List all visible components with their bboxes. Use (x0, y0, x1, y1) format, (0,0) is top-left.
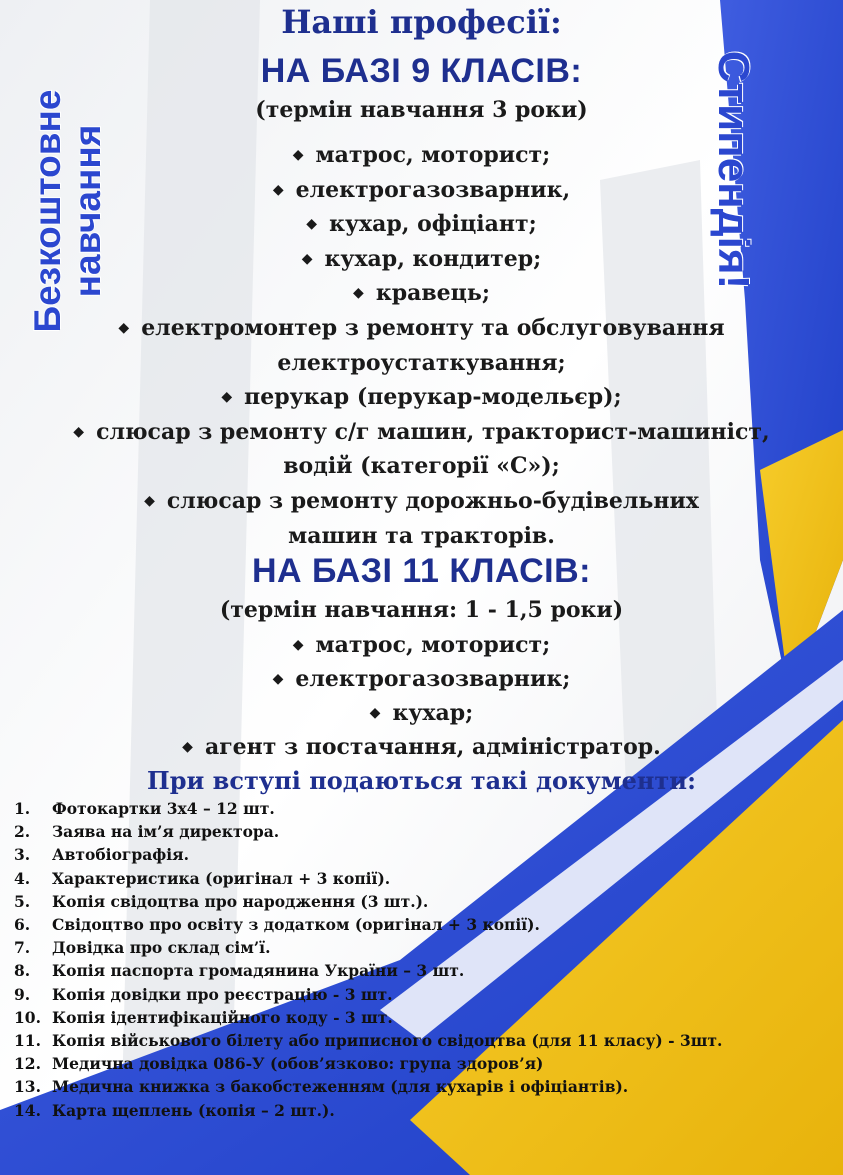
document-text: Копія паспорта громадянина України – 3 шт. (52, 961, 465, 981)
profession-item (0, 173, 843, 208)
document-text: Медична довідка 086-У (обов’язково: група здоров’я) (52, 1054, 544, 1074)
document-number: 13. (14, 1077, 41, 1097)
document-text: Довідка про склад сім’ї. (52, 938, 271, 958)
page-title: Наші професії: (281, 3, 562, 41)
profession-text: електрогазозварник, (295, 176, 571, 203)
document-number: 8. (14, 961, 31, 981)
document-text: Заява на ім’я директора. (52, 822, 280, 842)
section9-heading: НА БАЗІ 9 КЛАСІВ: (260, 52, 583, 90)
document-text: Копія свідоцтва про народження (3 шт.). (52, 891, 429, 911)
bullet-icon: ◆ (353, 285, 364, 302)
document-number: 12. (14, 1054, 41, 1074)
document-text: Характеристика (оригінал + 3 копії). (52, 868, 391, 888)
scholarship-label: Стипендія! (709, 50, 758, 290)
profession-text: слюсар з ремонту дорожньо-будівельних (166, 487, 699, 514)
profession-text: кравець; (375, 280, 490, 307)
section9-term: (термін навчання 3 роки) (255, 97, 588, 123)
document-item (14, 1075, 722, 1098)
documents-title: При вступі подаються такі документи: (147, 766, 696, 795)
document-text: Медична книжка з бакобстеженням (для кухарів і офіціантів). (52, 1077, 629, 1097)
profession-text-continued: машин та тракторів. (288, 522, 555, 549)
document-item (14, 1099, 722, 1122)
profession-text: слюсар з ремонту с/г машин, тракторист-машиніст, (96, 418, 770, 445)
profession-text: електрогазозварник; (295, 666, 571, 692)
profession-item (0, 415, 843, 484)
documents-list (14, 797, 722, 1122)
section11-list (0, 628, 843, 764)
profession-item (0, 380, 843, 415)
document-number: 9. (14, 984, 31, 1004)
document-text: Автобіографія. (52, 845, 189, 865)
document-item (14, 1052, 722, 1075)
bullet-icon: ◆ (182, 739, 193, 755)
bullet-icon: ◆ (73, 423, 85, 440)
profession-item (0, 696, 843, 730)
bullet-icon: ◆ (118, 319, 130, 336)
free-education-line1: Безкоштовне (27, 89, 68, 333)
document-item (14, 1006, 722, 1029)
document-item (14, 936, 722, 959)
profession-item (0, 242, 843, 277)
document-text: Свідоцтво про освіту з додатком (оригінал + 3 копії). (52, 915, 540, 935)
profession-item (0, 662, 843, 696)
free-education-line2: навчання (67, 124, 108, 298)
profession-text-continued: електроустаткування; (277, 349, 566, 376)
bullet-icon: ◆ (272, 181, 284, 198)
document-number: 5. (14, 891, 31, 911)
document-number: 11. (14, 1031, 41, 1051)
document-item (14, 820, 722, 843)
profession-text: кухар; (392, 700, 474, 726)
profession-item (0, 138, 843, 173)
profession-item (0, 730, 843, 764)
document-item (14, 890, 722, 913)
document-item (14, 983, 722, 1006)
document-number: 6. (14, 915, 31, 935)
document-number: 7. (14, 938, 31, 958)
profession-item (0, 484, 843, 553)
document-item (14, 959, 722, 982)
profession-item (0, 276, 843, 311)
document-number: 4. (14, 868, 31, 888)
document-text: Копія довідки про реєстрацію - 3 шт. (52, 984, 393, 1004)
document-text: Карта щеплень (копія – 2 шт.). (52, 1100, 335, 1120)
profession-item (0, 628, 843, 662)
bullet-icon: ◆ (292, 147, 304, 163)
profession-text: кухар, кондитер; (324, 245, 542, 272)
section9-list (0, 138, 843, 553)
profession-text: матрос, моторист; (315, 142, 551, 168)
document-number: 14. (14, 1100, 41, 1120)
bullet-icon: ◆ (144, 492, 155, 509)
document-number: 2. (14, 822, 31, 842)
document-number: 10. (14, 1007, 41, 1027)
document-item (14, 913, 722, 936)
profession-text: електромонтер з ремонту та обслуговування (141, 314, 725, 341)
profession-text: кухар, офіціант; (329, 211, 537, 238)
bullet-icon: ◆ (301, 250, 313, 267)
bullet-icon: ◆ (292, 637, 304, 653)
section11-term: (термін навчання: 1 - 1,5 роки) (219, 597, 624, 623)
document-text: Фотокартки 3х4 – 12 шт. (52, 799, 275, 818)
bullet-icon: ◆ (369, 705, 381, 721)
bullet-icon: ◆ (272, 671, 284, 687)
bullet-icon: ◆ (306, 216, 318, 233)
document-item (14, 843, 722, 866)
profession-text: матрос, моторист; (315, 632, 551, 658)
bullet-icon: ◆ (221, 389, 233, 406)
document-item (14, 1029, 722, 1052)
document-text: Копія ідентифікаційного коду - 3 шт. (52, 1007, 393, 1027)
profession-text: агент з постачання, адміністратор. (204, 734, 661, 760)
profession-text-continued: водій (категорії «С»); (283, 453, 560, 480)
document-number: 1. (14, 799, 31, 818)
document-item (14, 797, 722, 820)
section11-heading: НА БАЗІ 11 КЛАСІВ: (251, 552, 592, 590)
profession-item (0, 207, 843, 242)
document-number: 3. (14, 845, 31, 865)
document-item (14, 867, 722, 890)
document-text: Копія військового білету або приписного свідоцтва (для 11 класу) - 3шт. (52, 1031, 723, 1051)
profession-item (0, 311, 843, 380)
profession-text: перукар (перукар-модельєр); (244, 384, 622, 411)
